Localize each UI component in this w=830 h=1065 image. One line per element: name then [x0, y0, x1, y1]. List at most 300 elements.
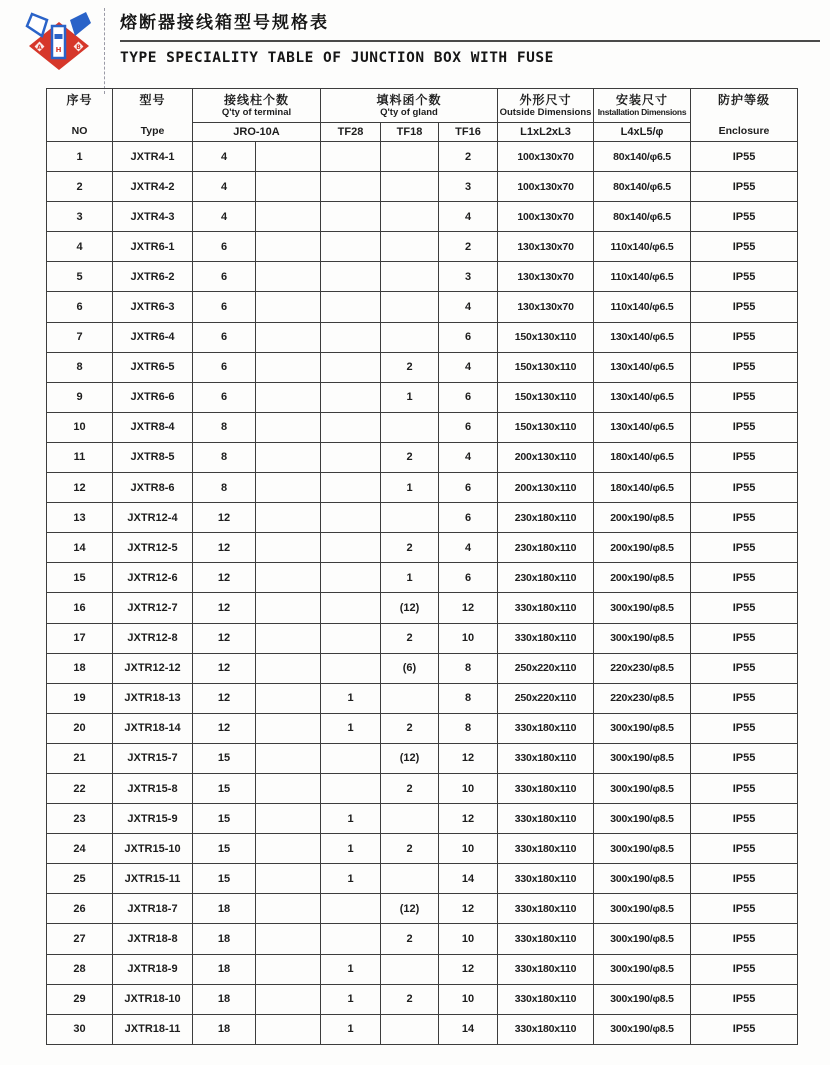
cell-type: JXTR15-11	[113, 864, 193, 894]
cell-terminal-2	[256, 503, 321, 533]
cell-tf28	[321, 322, 381, 352]
cell-tf16: 6	[439, 382, 498, 412]
cell-install-dim: 80x140/φ6.5	[594, 172, 691, 202]
cell-no: 16	[47, 593, 113, 623]
cell-tf16: 10	[439, 834, 498, 864]
cell-terminal: 12	[193, 533, 256, 563]
table-row	[47, 834, 798, 864]
cell-type: JXTR6-2	[113, 262, 193, 292]
cell-install-dim: 130x140/φ6.5	[594, 352, 691, 382]
cell-outside-dim: 330x180x110	[498, 743, 594, 773]
cell-terminal-2	[256, 262, 321, 292]
cell-outside-dim: 330x180x110	[498, 924, 594, 954]
cell-type: JXTR18-9	[113, 954, 193, 984]
header-install-sub: L4xL5/φ	[594, 122, 691, 141]
cell-type: JXTR6-1	[113, 232, 193, 262]
cell-install-dim: 300x190/φ8.5	[594, 743, 691, 773]
cell-enclosure: IP55	[691, 683, 798, 713]
cell-type: JXTR12-6	[113, 563, 193, 593]
cell-tf18	[381, 202, 439, 232]
cell-enclosure: IP55	[691, 864, 798, 894]
cell-outside-dim: 200x130x110	[498, 473, 594, 503]
cell-tf28	[321, 202, 381, 232]
cell-outside-dim: 330x180x110	[498, 1014, 594, 1044]
cell-no: 14	[47, 533, 113, 563]
cell-no: 13	[47, 503, 113, 533]
cell-tf18: 1	[381, 382, 439, 412]
cell-no: 12	[47, 473, 113, 503]
cell-enclosure: IP55	[691, 834, 798, 864]
cell-tf18	[381, 954, 439, 984]
cell-terminal: 15	[193, 834, 256, 864]
table-row	[47, 894, 798, 924]
cell-enclosure: IP55	[691, 713, 798, 743]
cell-outside-dim: 130x130x70	[498, 262, 594, 292]
header-install-en: Installation Dimensions	[597, 106, 687, 117]
cell-type: JXTR8-6	[113, 473, 193, 503]
cell-terminal-2	[256, 773, 321, 803]
header-enclosure-zh: 防护等级	[718, 93, 771, 107]
cell-type: JXTR12-7	[113, 593, 193, 623]
cell-tf16: 6	[439, 473, 498, 503]
cell-tf16: 12	[439, 894, 498, 924]
cell-terminal: 8	[193, 473, 256, 503]
cell-outside-dim: 330x180x110	[498, 984, 594, 1014]
table-header	[47, 89, 798, 142]
cell-enclosure: IP55	[691, 563, 798, 593]
cell-install-dim: 80x140/φ6.5	[594, 142, 691, 172]
cell-outside-dim: 250x220x110	[498, 653, 594, 683]
table-row	[47, 713, 798, 743]
cell-install-dim: 200x190/φ8.5	[594, 533, 691, 563]
table-row	[47, 804, 798, 834]
cell-tf28	[321, 653, 381, 683]
cell-tf16: 2	[439, 232, 498, 262]
header-terminal-en: Q'ty of terminal	[221, 106, 292, 118]
cell-no: 28	[47, 954, 113, 984]
cell-terminal-2	[256, 352, 321, 382]
cell-tf16: 10	[439, 924, 498, 954]
cell-type: JXTR15-7	[113, 743, 193, 773]
cell-terminal-2	[256, 202, 321, 232]
cell-install-dim: 300x190/φ8.5	[594, 924, 691, 954]
cell-tf16: 10	[439, 623, 498, 653]
cell-terminal-2	[256, 713, 321, 743]
cell-outside-dim: 150x130x110	[498, 412, 594, 442]
table-row	[47, 142, 798, 172]
cell-terminal-2	[256, 172, 321, 202]
cell-enclosure: IP55	[691, 623, 798, 653]
cell-outside-dim: 330x180x110	[498, 773, 594, 803]
cell-tf28: 1	[321, 864, 381, 894]
cell-enclosure: IP55	[691, 894, 798, 924]
cell-no: 27	[47, 924, 113, 954]
cell-no: 18	[47, 653, 113, 683]
cell-no: 22	[47, 773, 113, 803]
header-outside-sub: L1xL2xL3	[498, 122, 594, 141]
table-row	[47, 202, 798, 232]
cell-type: JXTR6-6	[113, 382, 193, 412]
cell-tf16: 8	[439, 653, 498, 683]
cell-no: 3	[47, 202, 113, 232]
cell-install-dim: 130x140/φ6.5	[594, 322, 691, 352]
table-row	[47, 1014, 798, 1044]
cell-tf16: 12	[439, 804, 498, 834]
cell-terminal-2	[256, 984, 321, 1014]
cell-no: 25	[47, 864, 113, 894]
cell-tf16: 6	[439, 563, 498, 593]
cell-enclosure: IP55	[691, 322, 798, 352]
cell-install-dim: 130x140/φ6.5	[594, 382, 691, 412]
cell-enclosure: IP55	[691, 473, 798, 503]
cell-type: JXTR4-2	[113, 172, 193, 202]
cell-terminal-2	[256, 653, 321, 683]
cell-enclosure: IP55	[691, 924, 798, 954]
cell-no: 26	[47, 894, 113, 924]
cell-tf18: 2	[381, 352, 439, 382]
cell-install-dim: 300x190/φ8.5	[594, 954, 691, 984]
cell-type: JXTR6-5	[113, 352, 193, 382]
cell-tf16: 4	[439, 352, 498, 382]
cell-terminal: 4	[193, 142, 256, 172]
cell-no: 6	[47, 292, 113, 322]
cell-tf18	[381, 322, 439, 352]
cell-tf18: (12)	[381, 894, 439, 924]
cell-outside-dim: 330x180x110	[498, 593, 594, 623]
table-row	[47, 503, 798, 533]
cell-tf18	[381, 172, 439, 202]
cell-install-dim: 220x230/φ8.5	[594, 653, 691, 683]
cell-enclosure: IP55	[691, 804, 798, 834]
cell-tf16: 8	[439, 713, 498, 743]
cell-type: JXTR18-11	[113, 1014, 193, 1044]
cell-install-dim: 220x230/φ8.5	[594, 683, 691, 713]
cell-terminal: 6	[193, 382, 256, 412]
cell-install-dim: 300x190/φ8.5	[594, 1014, 691, 1044]
cell-outside-dim: 150x130x110	[498, 322, 594, 352]
cell-tf18	[381, 232, 439, 262]
cell-no: 5	[47, 262, 113, 292]
cell-terminal-2	[256, 743, 321, 773]
cell-terminal: 6	[193, 262, 256, 292]
cell-type: JXTR18-8	[113, 924, 193, 954]
cell-enclosure: IP55	[691, 352, 798, 382]
cell-outside-dim: 100x130x70	[498, 172, 594, 202]
cell-install-dim: 300x190/φ8.5	[594, 864, 691, 894]
cell-tf18: 2	[381, 533, 439, 563]
table-row	[47, 743, 798, 773]
cell-type: JXTR8-4	[113, 412, 193, 442]
table-row	[47, 442, 798, 472]
cell-enclosure: IP55	[691, 773, 798, 803]
cell-no: 2	[47, 172, 113, 202]
cell-tf28	[321, 262, 381, 292]
cell-tf18	[381, 142, 439, 172]
header-gland-tf28: TF28	[321, 122, 381, 141]
cell-tf28	[321, 533, 381, 563]
cell-no: 17	[47, 623, 113, 653]
cell-tf16: 2	[439, 142, 498, 172]
cell-tf28: 1	[321, 1014, 381, 1044]
cell-terminal: 12	[193, 713, 256, 743]
table-row	[47, 172, 798, 202]
cell-terminal: 15	[193, 864, 256, 894]
cell-tf28	[321, 382, 381, 412]
header-gland-en: Q'ty of gland	[380, 106, 438, 118]
cell-terminal: 6	[193, 322, 256, 352]
cell-terminal: 15	[193, 773, 256, 803]
table-row	[47, 412, 798, 442]
cell-tf16: 4	[439, 442, 498, 472]
cell-terminal: 18	[193, 924, 256, 954]
cell-enclosure: IP55	[691, 172, 798, 202]
cell-tf16: 10	[439, 773, 498, 803]
cell-install-dim: 200x190/φ8.5	[594, 563, 691, 593]
cell-no: 15	[47, 563, 113, 593]
cell-tf28	[321, 142, 381, 172]
title-divider-line	[120, 40, 820, 42]
svg-text:B: B	[76, 44, 81, 51]
cell-no: 11	[47, 442, 113, 472]
table-row	[47, 352, 798, 382]
cell-terminal: 6	[193, 292, 256, 322]
cell-outside-dim: 130x130x70	[498, 292, 594, 322]
header-no-zh: 序号	[66, 93, 93, 107]
header-no-en: NO	[71, 125, 88, 137]
cell-tf28	[321, 593, 381, 623]
cell-tf18	[381, 683, 439, 713]
cell-outside-dim: 100x130x70	[498, 142, 594, 172]
cell-tf16: 6	[439, 503, 498, 533]
table-row	[47, 322, 798, 352]
header-terminal-zh: 接线柱个数	[223, 92, 289, 107]
cell-tf18: 2	[381, 834, 439, 864]
cell-outside-dim: 230x180x110	[498, 533, 594, 563]
cell-outside-dim: 330x180x110	[498, 894, 594, 924]
cell-outside-dim: 330x180x110	[498, 713, 594, 743]
cell-tf28	[321, 743, 381, 773]
cell-type: JXTR18-14	[113, 713, 193, 743]
cell-tf28: 1	[321, 834, 381, 864]
cell-tf28	[321, 773, 381, 803]
cell-type: JXTR12-5	[113, 533, 193, 563]
cell-no: 30	[47, 1014, 113, 1044]
cell-type: JXTR15-10	[113, 834, 193, 864]
cell-terminal-2	[256, 382, 321, 412]
cell-terminal: 4	[193, 172, 256, 202]
cell-no: 10	[47, 412, 113, 442]
cell-outside-dim: 330x180x110	[498, 954, 594, 984]
cell-install-dim: 300x190/φ8.5	[594, 984, 691, 1014]
table-row	[47, 563, 798, 593]
cell-terminal-2	[256, 142, 321, 172]
cell-tf16: 3	[439, 262, 498, 292]
cell-terminal-2	[256, 1014, 321, 1044]
cell-terminal-2	[256, 232, 321, 262]
cell-install-dim: 180x140/φ6.5	[594, 442, 691, 472]
table-row	[47, 533, 798, 563]
page-title-zh: 熔断器接线箱型号规格表	[120, 13, 329, 32]
cell-outside-dim: 200x130x110	[498, 442, 594, 472]
cell-tf16: 10	[439, 984, 498, 1014]
cell-tf28	[321, 292, 381, 322]
cell-terminal-2	[256, 322, 321, 352]
cell-outside-dim: 100x130x70	[498, 202, 594, 232]
cell-type: JXTR15-9	[113, 804, 193, 834]
cell-terminal-2	[256, 623, 321, 653]
cell-no: 23	[47, 804, 113, 834]
cell-type: JXTR18-7	[113, 894, 193, 924]
cell-tf18: 2	[381, 623, 439, 653]
cell-install-dim: 110x140/φ6.5	[594, 292, 691, 322]
cell-outside-dim: 330x180x110	[498, 834, 594, 864]
cell-outside-dim: 330x180x110	[498, 864, 594, 894]
cell-tf16: 8	[439, 683, 498, 713]
cell-terminal: 15	[193, 743, 256, 773]
table-row	[47, 382, 798, 412]
cell-tf16: 12	[439, 954, 498, 984]
cell-enclosure: IP55	[691, 382, 798, 412]
cell-tf28	[321, 172, 381, 202]
table-row	[47, 954, 798, 984]
title-block	[120, 13, 820, 66]
cell-terminal: 12	[193, 653, 256, 683]
cell-no: 29	[47, 984, 113, 1014]
cell-type: JXTR15-8	[113, 773, 193, 803]
cell-no: 4	[47, 232, 113, 262]
cell-enclosure: IP55	[691, 1014, 798, 1044]
cell-tf18: 2	[381, 442, 439, 472]
cell-outside-dim: 130x130x70	[498, 232, 594, 262]
cell-tf18	[381, 292, 439, 322]
cell-tf18	[381, 1014, 439, 1044]
cell-no: 19	[47, 683, 113, 713]
table-row	[47, 984, 798, 1014]
table-row	[47, 292, 798, 322]
cell-enclosure: IP55	[691, 442, 798, 472]
cell-no: 9	[47, 382, 113, 412]
svg-text:H: H	[55, 46, 62, 54]
cell-tf18: (12)	[381, 743, 439, 773]
header-outside	[498, 89, 594, 123]
header-terminal-sub: JRO-10A	[193, 122, 321, 141]
cell-install-dim: 180x140/φ6.5	[594, 473, 691, 503]
cell-tf28	[321, 442, 381, 472]
cell-tf16: 14	[439, 1014, 498, 1044]
cell-install-dim: 300x190/φ8.5	[594, 623, 691, 653]
svg-text:A: A	[37, 44, 42, 51]
cell-tf18: 2	[381, 773, 439, 803]
cell-install-dim: 80x140/φ6.5	[594, 202, 691, 232]
cell-enclosure: IP55	[691, 412, 798, 442]
cell-no: 20	[47, 713, 113, 743]
cell-install-dim: 300x190/φ8.5	[594, 894, 691, 924]
cell-install-dim: 300x190/φ8.5	[594, 804, 691, 834]
cell-tf18: (12)	[381, 593, 439, 623]
cell-terminal: 18	[193, 954, 256, 984]
cell-tf16: 4	[439, 292, 498, 322]
cell-tf18	[381, 412, 439, 442]
cell-tf28	[321, 473, 381, 503]
cell-terminal-2	[256, 683, 321, 713]
cell-enclosure: IP55	[691, 262, 798, 292]
cell-outside-dim: 330x180x110	[498, 804, 594, 834]
header-enclosure	[691, 89, 798, 142]
cell-type: JXTR8-5	[113, 442, 193, 472]
cell-terminal-2	[256, 924, 321, 954]
cell-install-dim: 200x190/φ8.5	[594, 503, 691, 533]
cell-terminal: 12	[193, 683, 256, 713]
cell-tf18: 1	[381, 473, 439, 503]
cell-enclosure: IP55	[691, 743, 798, 773]
header-install-zh: 安装尺寸	[616, 92, 669, 107]
cell-terminal-2	[256, 954, 321, 984]
cell-outside-dim: 150x130x110	[498, 382, 594, 412]
cell-type: JXTR6-4	[113, 322, 193, 352]
cell-tf18: (6)	[381, 653, 439, 683]
header-type	[113, 89, 193, 142]
header-outside-en: Outside Dimensions	[499, 106, 592, 118]
table-row	[47, 773, 798, 803]
cell-tf18: 2	[381, 984, 439, 1014]
header-gland-tf18: TF18	[381, 122, 439, 141]
table-row	[47, 924, 798, 954]
cell-outside-dim: 150x130x110	[498, 352, 594, 382]
cell-no: 24	[47, 834, 113, 864]
cell-terminal: 18	[193, 984, 256, 1014]
cell-enclosure: IP55	[691, 593, 798, 623]
cell-tf28: 1	[321, 713, 381, 743]
header-gland	[321, 89, 498, 123]
table-row	[47, 864, 798, 894]
cell-install-dim: 110x140/φ6.5	[594, 232, 691, 262]
cell-tf28: 1	[321, 984, 381, 1014]
table-row	[47, 473, 798, 503]
cell-terminal: 12	[193, 623, 256, 653]
cell-terminal-2	[256, 864, 321, 894]
cell-no: 21	[47, 743, 113, 773]
cell-tf28	[321, 924, 381, 954]
cell-terminal: 4	[193, 202, 256, 232]
cell-enclosure: IP55	[691, 533, 798, 563]
cell-install-dim: 300x190/φ8.5	[594, 713, 691, 743]
cell-tf28: 1	[321, 683, 381, 713]
cell-type: JXTR18-13	[113, 683, 193, 713]
company-logo-icon	[22, 8, 96, 72]
cell-tf18: 1	[381, 563, 439, 593]
spec-table	[46, 88, 798, 1045]
cell-tf18	[381, 804, 439, 834]
table-body	[47, 142, 798, 1045]
cell-type: JXTR12-4	[113, 503, 193, 533]
cell-terminal-2	[256, 834, 321, 864]
cell-install-dim: 110x140/φ6.5	[594, 262, 691, 292]
logo-divider-line	[104, 8, 105, 94]
cell-terminal-2	[256, 894, 321, 924]
cell-enclosure: IP55	[691, 232, 798, 262]
cell-type: JXTR12-12	[113, 653, 193, 683]
cell-enclosure: IP55	[691, 292, 798, 322]
cell-install-dim: 300x190/φ8.5	[594, 834, 691, 864]
cell-enclosure: IP55	[691, 653, 798, 683]
cell-terminal: 12	[193, 503, 256, 533]
cell-terminal: 6	[193, 352, 256, 382]
header-no	[47, 89, 113, 142]
table-row	[47, 593, 798, 623]
cell-enclosure: IP55	[691, 984, 798, 1014]
cell-tf18: 2	[381, 924, 439, 954]
table-row	[47, 683, 798, 713]
